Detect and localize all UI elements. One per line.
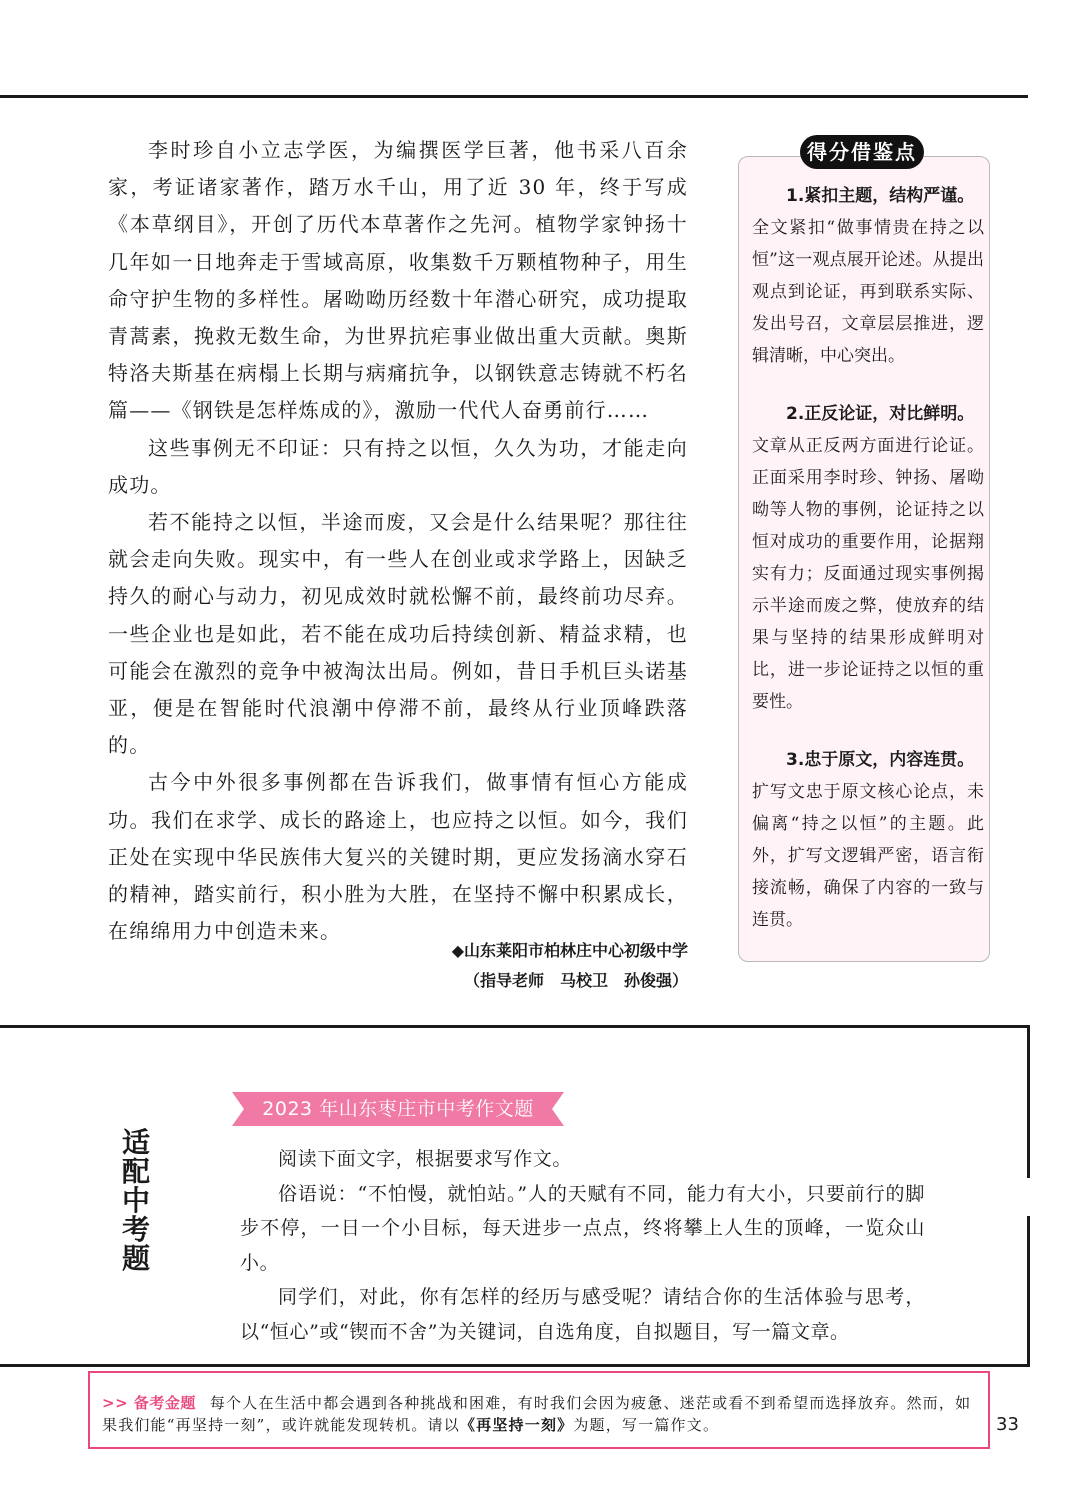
scoring-point-2 [752, 398, 984, 718]
scoring-point-1 [752, 180, 984, 372]
essay-paragraph-4: 古今中外很多事例都在告诉我们，做事情有恒心方能成功。我们在求学、成长的路途上，也应持之以恒。如今，我们正处在实现中华民族伟大复兴的关键时期，更应发扬滴水穿石的精神，踏实前行，积小胜为大胜，在坚持不懈中积累成长，在绵绵用力中创造未来。 [108, 770, 688, 944]
label-char: 适 [121, 1126, 150, 1159]
exam-paragraph-2: 俗语说：“不怕慢，就怕站。”人的天赋有不同，能力有大小，只要前行的脚步不停，一日一个小目标，每天进步一点点，终将攀上人生的顶峰，一览众山小。 [240, 1182, 925, 1274]
scoring-point-heading: 2.正反论证，对比鲜明。 [786, 404, 975, 424]
essay-body [108, 132, 688, 950]
page-number: 33 [996, 1414, 1019, 1435]
scoring-points-title: 得分借鉴点 [800, 135, 924, 169]
practice-question-text [102, 1392, 982, 1436]
school-name: ◆山东莱阳市柏林庄中心初级中学 [451, 941, 688, 960]
scoring-point-heading: 3.忠于原文，内容连贯。 [786, 750, 975, 770]
exam-title-banner [232, 1092, 564, 1126]
label-char: 中 [121, 1184, 150, 1217]
top-rule [0, 95, 1028, 98]
label-char: 配 [121, 1155, 150, 1188]
essay-paragraph-3: 若不能持之以恒，半途而废，又会是什么结果呢？那往往就会走向失败。现实中，有一些人在创业或求学路上，因缺乏持久的耐心与动力，初见成效时就松懈不前，最终前功尽弃。一些企业也是如此，若不能在成功后持续创新、精益求精，也可能会在激烈的竞争中被淘汰出局。例如，昔日手机巨头诺基亚，便是在智能时代浪潮中停滞不前，最终从行业顶峰跌落的。 [108, 510, 688, 758]
exam-paragraph-3: 同学们，对此，你有怎样的经历与感受呢？请结合你的生活体验与思考，以“恒心”或“锲而不舍”为关键词，自选角度，自拟题目，写一篇文章。 [240, 1286, 925, 1343]
scoring-points-list [752, 180, 984, 936]
label-char: 题 [121, 1242, 150, 1275]
label-char: 考 [121, 1213, 150, 1246]
practice-question-topic: 《再坚持一刻》 [459, 1416, 574, 1434]
scoring-point-text: 扩写文忠于原文核心论点，未偏离“持之以恒”的主题。此外，扩写文逻辑严密，语言衔接流畅，确保了内容的一致与连贯。 [752, 782, 984, 930]
exam-prompt [240, 1142, 925, 1349]
practice-question-label: >> 备考金题 [102, 1394, 196, 1412]
essay-paragraph-1: 李时珍自小立志学医，为编撰医学巨著，他书采八百余家，考证诸家著作，踏万水千山，用了近 30 年，终于写成《本草纲目》，开创了历代本草著作之先河。植物学家钟扬十几年如一日地奔走于雪域高原，收集数千万颗植物种子，用生命守护生物的多样性。屠呦呦历经数十年潜心研究，成功提取青蒿素，挽救无数生命，为世界抗疟事业做出重大贡献。奥斯特洛夫斯基在病榻上长期与病痛抗争，以钢铁意志铸就不朽名篇——《钢铁是怎样炼成的》，激励一代代人奋勇前行…… [108, 138, 688, 423]
practice-question-end: 为题，写一篇作文。 [573, 1416, 720, 1434]
scoring-point-text: 全文紧扣“做事情贵在持之以恒”这一观点展开论述。从提出观点到论证，再到联系实际、发出号召，文章层层推进，逻辑清晰，中心突出。 [752, 218, 984, 366]
exam-section-label [118, 1128, 154, 1273]
teacher-names: （指导老师 马校卫 孙俊强） [463, 971, 688, 990]
school-attribution [400, 936, 688, 996]
scoring-point-3 [752, 744, 984, 936]
exam-title: 2023 年山东枣庄市中考作文题 [262, 1098, 534, 1120]
frame-gap [1022, 1178, 1036, 1216]
exam-paragraph-1: 阅读下面文字，根据要求写作文。 [278, 1148, 573, 1170]
scoring-point-heading: 1.紧扣主题，结构严谨。 [786, 186, 975, 206]
scoring-point-text: 文章从正反两方面进行论证。正面采用李时珍、钟扬、屠呦呦等人物的事例，论证持之以恒对成功的重要作用，论据翔实有力；反面通过现实事例揭示半途而废之弊，使放弃的结果与坚持的结果形成鲜明对比，进一步论证持之以恒的重要性。 [752, 436, 984, 712]
practice-question-body: 每个人在生活中都会遇到各种挑战和困难，有时我们会因为疲惫、迷茫或看不到希望而选择放弃。然而，如果我们能“再坚持一刻”，或许就能发现转机。请以 [102, 1394, 972, 1434]
essay-paragraph-2: 这些事例无不印证：只有持之以恒，久久为功，才能走向成功。 [108, 435, 688, 497]
